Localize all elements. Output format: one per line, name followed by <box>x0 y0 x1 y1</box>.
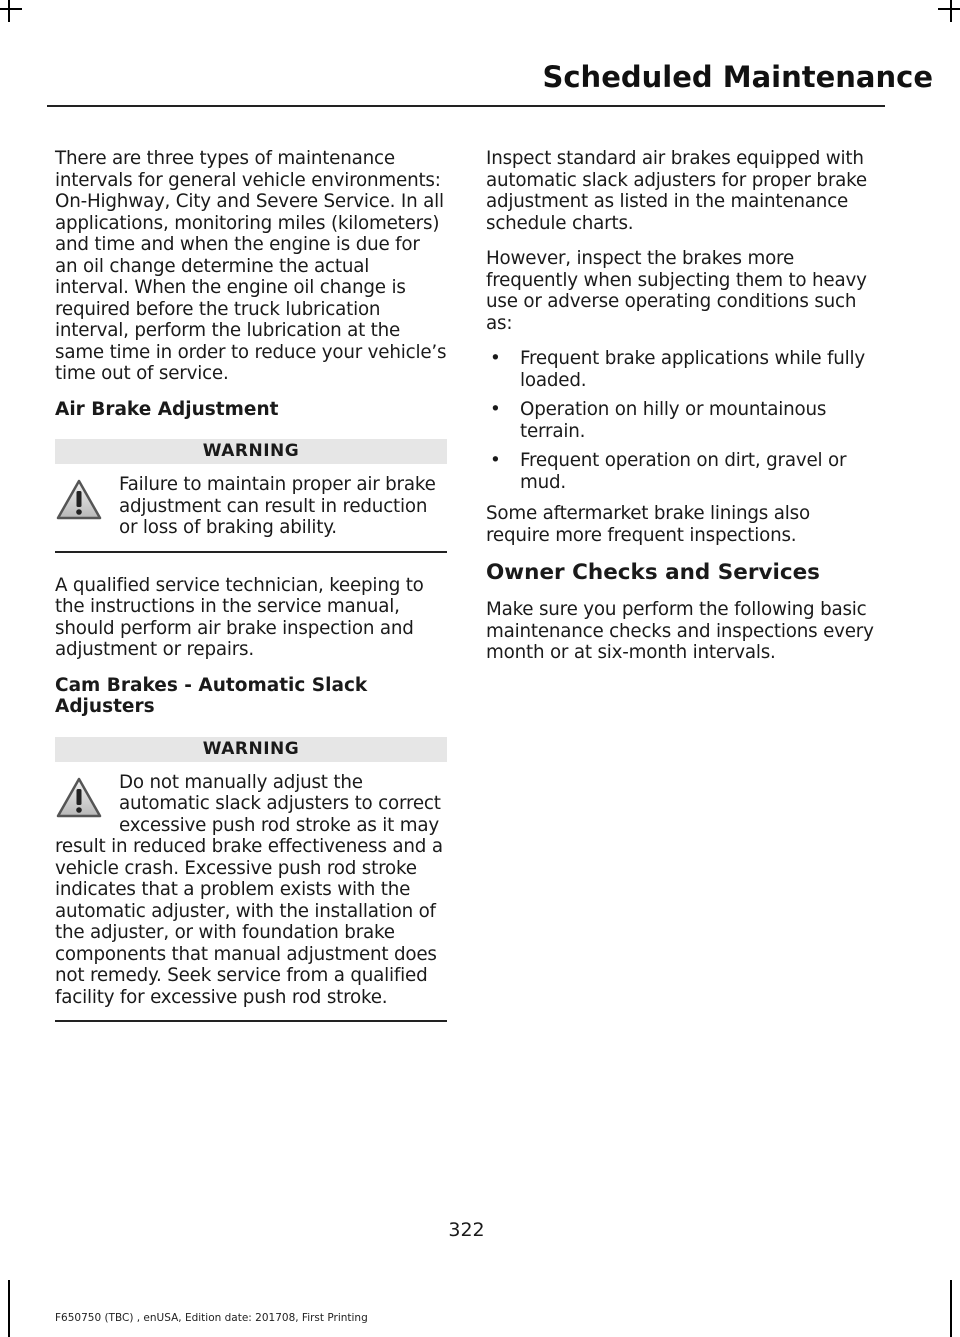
list-item <box>486 348 878 391</box>
warning-label: WARNING <box>55 737 447 762</box>
page-title: Scheduled Maintenance <box>542 60 933 94</box>
crop-mark <box>950 1280 952 1337</box>
conditions-list <box>486 348 878 493</box>
bullet-icon: • <box>490 348 501 369</box>
warning-divider <box>55 551 447 553</box>
right-column <box>486 148 878 678</box>
warning-triangle-icon <box>55 478 103 522</box>
crop-mark <box>950 0 952 22</box>
section-heading-owner-checks: Owner Checks and Services <box>486 560 820 585</box>
bullet-icon: • <box>490 399 501 420</box>
crop-mark <box>938 8 960 10</box>
technician-paragraph: A qualified service technician, keeping to the instructions in the service manual, should perform air brake inspection and adjustment or repairs. <box>55 574 424 660</box>
warning-text: Do not manually adjust the automatic slack adjusters to correct excessive push rod stroke as it may result in reduced brake effectiveness and a vehicle crash. Excessive push rod stroke indicates that a problem exists with the automatic adjuster, with the installation of the adjuster, or with foundation brake components that manual adjustment does not remedy. Seek service from a qualified facility for excessive push rod stroke. <box>55 771 443 1008</box>
list-item-text: Frequent operation on dirt, gravel or mud. <box>520 450 847 493</box>
warning-body <box>55 464 447 539</box>
section-heading-cam-brakes: Cam Brakes - Automatic Slack Adjusters <box>55 674 368 717</box>
list-item-text: Operation on hilly or mountainous terrain. <box>520 399 827 442</box>
warning-body <box>55 762 447 1009</box>
list-item <box>486 399 878 442</box>
warning-divider <box>55 1020 447 1022</box>
list-item <box>486 450 878 493</box>
header-divider <box>47 105 885 107</box>
warning-text: Failure to maintain proper air brake adjustment can result in reduction or loss of braking ability. <box>119 474 436 538</box>
intro-paragraph: There are three types of maintenance intervals for general vehicle environments: On-Highway, City and Severe Service. In all applications, monitoring miles (kilometers) and time and when the engine is due for an oil change determine the actual interval. When the engine oil change is required before the truck lubrication interval, perform the lubrication at the same time in order to reduce your vehicle’s time out of service. <box>55 148 447 384</box>
left-column <box>55 148 447 1040</box>
footer-edition-info: F650750 (TBC) , enUSA, Edition date: 201708, First Printing <box>55 1312 368 1324</box>
bullet-icon: • <box>490 450 501 471</box>
owner-paragraph: Make sure you perform the following basic maintenance checks and inspections every month or at six-month intervals. <box>486 599 874 663</box>
aftermarket-paragraph: Some aftermarket brake linings also require more frequent inspections. <box>486 503 810 546</box>
crop-mark <box>8 0 10 22</box>
crop-mark <box>0 8 22 10</box>
warning-triangle-icon <box>55 776 103 820</box>
page-number: 322 <box>448 1219 485 1241</box>
warning-box <box>55 737 447 1023</box>
however-paragraph: However, inspect the brakes more frequently when subjecting them to heavy use or adverse operating conditions such as: <box>486 248 867 334</box>
list-item-text: Frequent brake applications while fully loaded. <box>520 348 865 391</box>
crop-mark <box>8 1280 10 1337</box>
warning-label: WARNING <box>55 439 447 464</box>
section-heading-air-brake: Air Brake Adjustment <box>55 398 279 420</box>
warning-box <box>55 439 447 553</box>
inspect-paragraph: Inspect standard air brakes equipped with automatic slack adjusters for proper brake adjustment as listed in the maintenance schedule charts. <box>486 148 867 234</box>
